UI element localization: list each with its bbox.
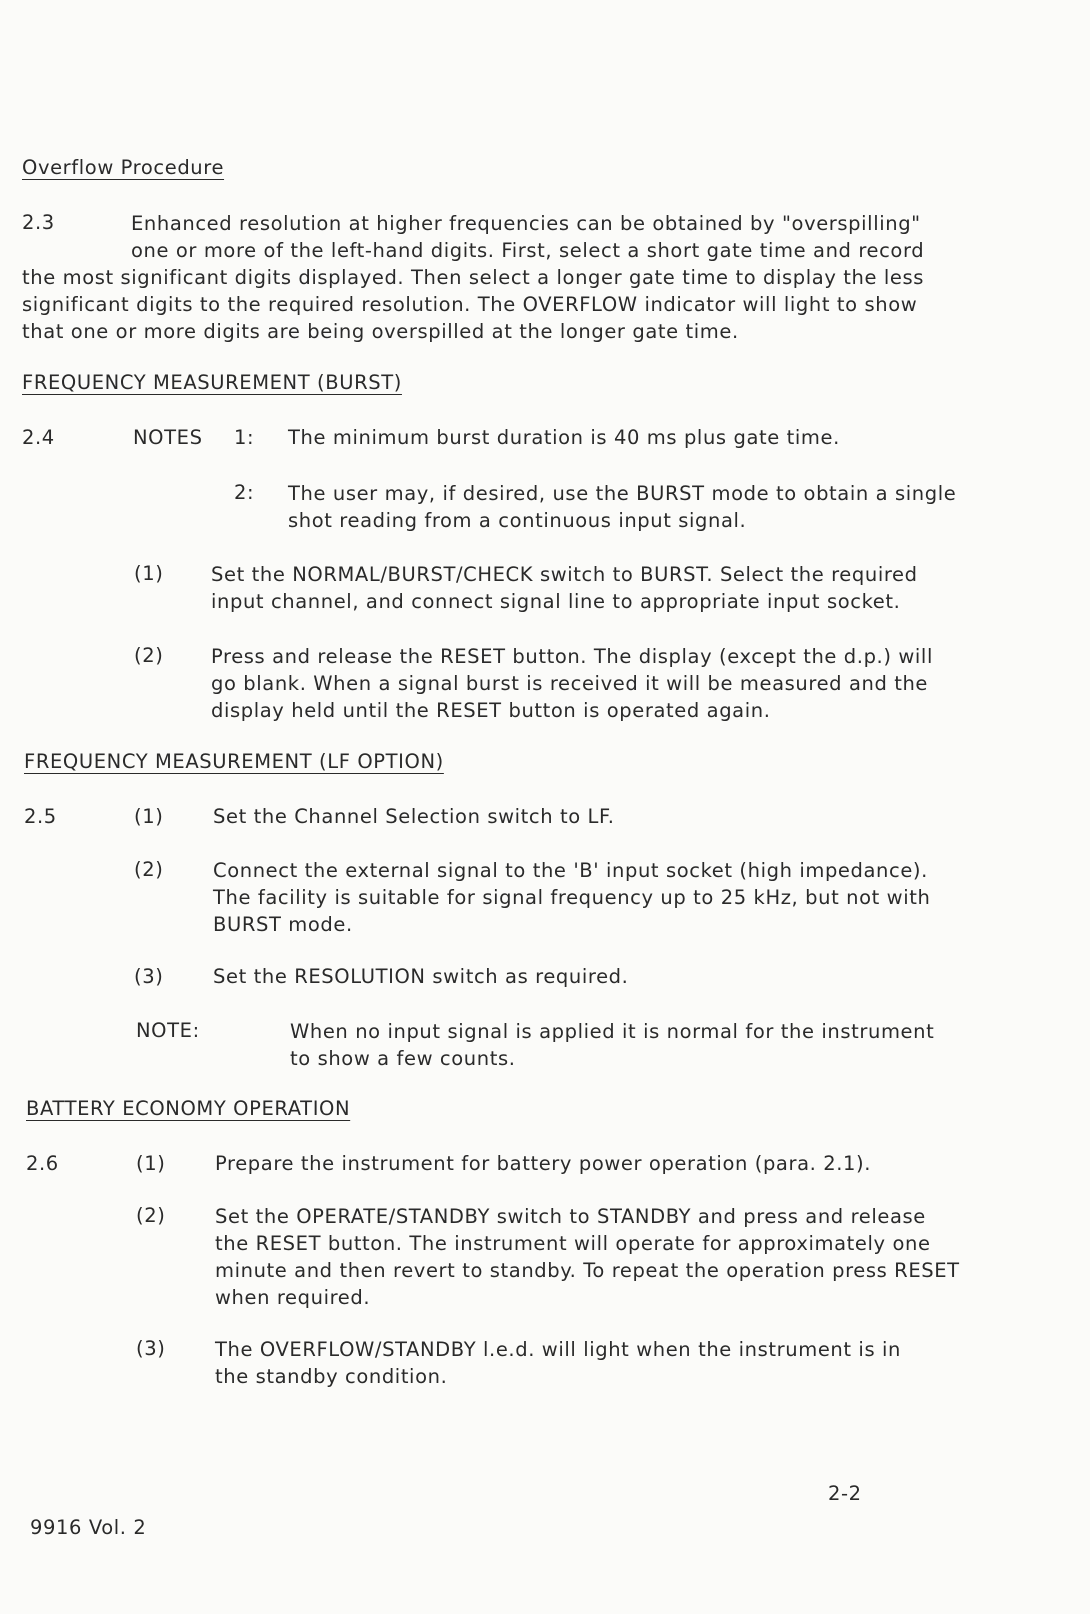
lf-step-2-line-2: The facility is suitable for signal frequency up to 25 kHz, but not with [213,886,931,909]
lf-step-1-line-1: Set the Channel Selection switch to LF. [213,805,615,828]
battery-step-2-line-3: minute and then revert to standby. To repeat the operation press RESET [215,1259,960,1282]
lf-step-2-line-1: Connect the external signal to the 'B' input socket (high impedance). [213,859,928,882]
burst-step-2-line-1: Press and release the RESET button. The display (except the d.p.) will [211,645,933,668]
burst-step-2-line-2: go blank. When a signal burst is received it will be measured and the [211,672,929,695]
lf-note-label: NOTE: [136,1019,200,1042]
overflow-line-5: that one or more digits are being overspilled at the longer gate time. [22,320,739,343]
lf-step-2-number: (2) [134,858,164,881]
battery-step-3-line-1: The OVERFLOW/STANDBY l.e.d. will light when the instrument is in [215,1338,901,1361]
note-2-line-1: The user may, if desired, use the BURST mode to obtain a single [288,482,957,505]
para-number-2-3: 2.3 [22,211,55,234]
burst-step-1-number: (1) [134,562,164,585]
battery-step-3-line-2: the standby condition. [215,1365,448,1388]
page-number: 2-2 [828,1482,862,1505]
battery-step-1-line-1: Prepare the instrument for battery power operation (para. 2.1). [215,1152,872,1175]
lf-step-3-number: (3) [134,965,164,988]
overflow-line-1: Enhanced resolution at higher frequencies can be obtained by "overspilling" [131,212,921,235]
overflow-heading: Overflow Procedure [22,156,225,179]
battery-step-2-line-1: Set the OPERATE/STANDBY switch to STANDBY and press and release [215,1205,926,1228]
overflow-line-2: one or more of the left-hand digits. First, select a short gate time and record [131,239,925,262]
battery-step-2-line-4: when required. [215,1286,371,1309]
note-1-number: 1: [234,426,255,449]
lf-step-1-number: (1) [134,805,164,828]
lf-heading: FREQUENCY MEASUREMENT (LF OPTION) [24,750,444,773]
lf-note-line-1: When no input signal is applied it is normal for the instrument [290,1020,935,1043]
para-number-2-5: 2.5 [24,805,57,828]
lf-note-line-2: to show a few counts. [290,1047,516,1070]
lf-step-2-line-3: BURST mode. [213,913,353,936]
overflow-line-4: significant digits to the required resolution. The OVERFLOW indicator will light to show [22,293,918,316]
battery-step-2-line-2: the RESET button. The instrument will operate for approximately one [215,1232,931,1255]
note-1-text: The minimum burst duration is 40 ms plus gate time. [288,426,840,449]
burst-step-2-number: (2) [134,644,164,667]
note-2-number: 2: [234,481,255,504]
burst-step-2-line-3: display held until the RESET button is operated again. [211,699,771,722]
battery-step-3-number: (3) [136,1337,166,1360]
battery-heading: BATTERY ECONOMY OPERATION [26,1097,351,1120]
battery-step-2-number: (2) [136,1204,166,1227]
burst-heading: FREQUENCY MEASUREMENT (BURST) [22,371,402,394]
overflow-line-3: the most significant digits displayed. Then select a longer gate time to display the less [22,266,925,289]
burst-step-1-line-2: input channel, and connect signal line to appropriate input socket. [211,590,901,613]
notes-label: NOTES [133,426,203,449]
burst-step-1-line-1: Set the NORMAL/BURST/CHECK switch to BURST. Select the required [211,563,918,586]
lf-step-3-line-1: Set the RESOLUTION switch as required. [213,965,629,988]
para-number-2-6: 2.6 [26,1152,59,1175]
document-reference: 9916 Vol. 2 [30,1516,147,1539]
note-2-line-2: shot reading from a continuous input signal. [288,509,747,532]
para-number-2-4: 2.4 [22,426,55,449]
battery-step-1-number: (1) [136,1152,166,1175]
